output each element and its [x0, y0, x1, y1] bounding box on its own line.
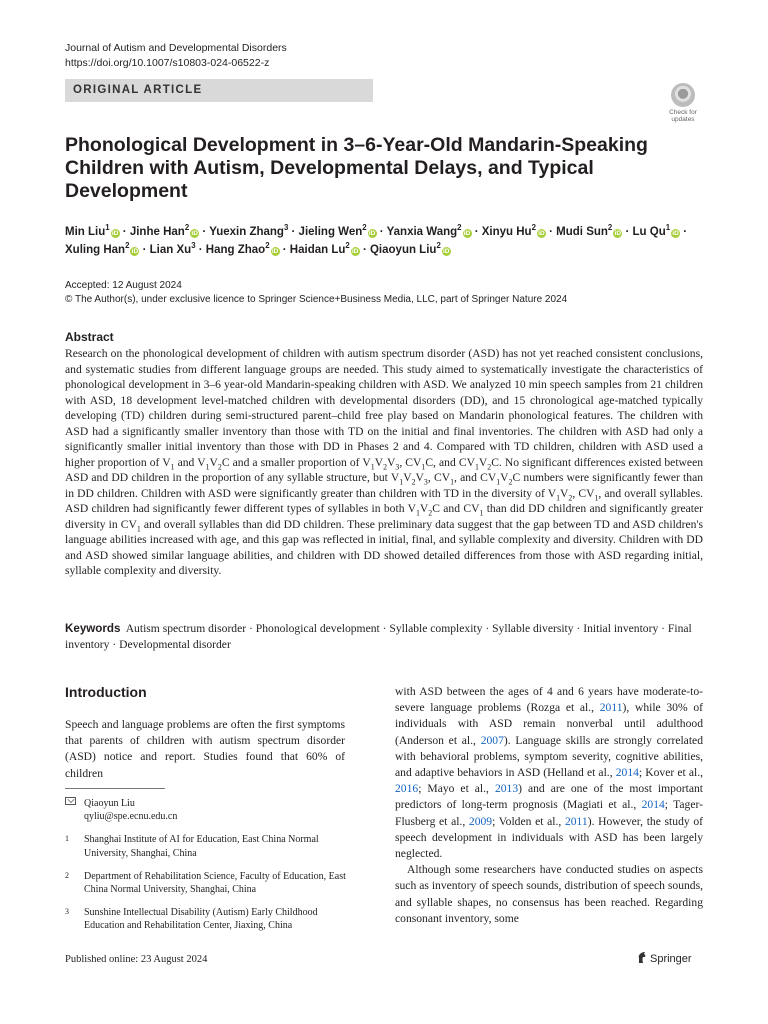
orcid-icon[interactable]: iD [368, 230, 376, 237]
intro-paragraph-2: Although some researchers have conducted studies on aspects such as inventory of speech sounds, distribution of speech sounds, and syllable shapes, no consensus has been reached. Regarding consonant inventory, some [395, 863, 703, 925]
publisher-logo [637, 951, 692, 967]
footnote-divider [65, 788, 165, 789]
orcid-icon[interactable]: iD [191, 230, 198, 237]
intro-left-paragraph: Speech and language problems are often the first symptoms that parents of children with autism spectrum disorder (ASD) notice and report. Studies found that 60% of children [65, 718, 345, 780]
author-name: Yuexin Zhang [209, 226, 284, 238]
author[interactable] [632, 223, 681, 238]
orcid-icon[interactable]: iD [352, 248, 359, 255]
keywords [65, 621, 703, 653]
author-affiliation-mark: 2 [265, 241, 270, 251]
orcid-icon[interactable]: iD [271, 248, 279, 255]
publisher-name: Springer [650, 953, 692, 965]
citation-link[interactable]: 2007 [480, 733, 504, 747]
citation-link[interactable]: 2011 [564, 814, 588, 828]
author[interactable] [129, 223, 199, 238]
corresponding-name: Qiaoyun Liu [84, 798, 135, 809]
affiliation [65, 906, 355, 932]
affiliation [65, 870, 355, 896]
author-name: Qiaoyun Liu [369, 244, 437, 256]
affiliation-list [65, 833, 355, 932]
mail-icon [65, 796, 76, 809]
affiliation-number: 2 [65, 870, 69, 880]
introduction-heading: Introduction [65, 684, 147, 700]
author-separator: · [471, 226, 482, 238]
author-name: Jieling Wen [298, 226, 363, 238]
author-name: Hang Zhao [205, 244, 266, 256]
author[interactable] [65, 223, 120, 238]
affiliation-number: 1 [65, 834, 69, 844]
accepted-date: Accepted: 12 August 2024 [65, 280, 182, 291]
journal-header [65, 41, 287, 71]
author-affiliation-mark: 2 [531, 223, 536, 233]
author[interactable] [386, 223, 472, 238]
citation-link[interactable]: 2014 [641, 798, 665, 812]
article-type-label: ORIGINAL ARTICLE [73, 84, 203, 96]
author[interactable] [298, 223, 377, 238]
copyright-notice: © The Author(s), under exclusive licence to Springer Science+Business Media, LLC, part of Springer Nature 2024 [65, 294, 568, 305]
abstract-text: Research on the phonological development of children with autism spectrum disorder (ASD) has not yet reached consistent conclusions, and systematic studies from different language groups are needed. This study aimed to systematically investigate the characteristics of phonological development in 3–6 year-old Mandarin-speaking children with ASD. We analyzed 10 min speech samples from 21 children with ASD, 18 development level-matched children with developmental disorders (DD), and 15 chronological age-matched typically developing (TD) children during semi-structured parent–child free play based on Mandarin phonological features. The children with ASD had a significantly smaller inventory than those with TD on the initial and final inventories. The children with ASD had only a significantly smaller initial inventory than those with DD in Phases 2 and 4. Compared with TD children, children with ASD used a higher proportion of $V_1$ and $V_1V_2C$ and a smaller proportion of $V_1V_2V_3$, $CV_1C$, and $CV_1V_2C$. No significant differences existed between ASD and DD children in the proportion of any syllable structure, but $V_1V_2V_3$, $CV_1$, and $CV_1V_2C$ numbers were significantly fewer than in DD children. Children with ASD were significantly greater than children with TD in the diversity of $V_1V_2$, $CV_1$, and overall syllables. ASD children had significantly fewer different types of syllables in both $V_1V_2C$ and $CV_1$ than did DD children and significantly greater diversity in $CV_1$ and overall syllables than did DD children. These preliminary data suggest that the gap between TD and ASD children's language abilities increased with age, and this gap was reflected in initial, final, and syllable complexity and diversity. Children with DD and ASD showed similar language abilities, and children with DD showed detailed differences from those with ASD regarding initial, syllable complexity and diversity. [65, 347, 704, 577]
author-affiliation-mark: 2 [436, 241, 441, 251]
author-separator: · [288, 226, 299, 238]
article-title: Phonological Development in 3–6-Year-Old Mandarin-Speaking Children with Autism, Developmental Delays, and Typical Development [65, 134, 648, 202]
author[interactable] [65, 241, 139, 256]
author-affiliation-mark: 3 [283, 223, 289, 233]
author-separator: · [279, 244, 290, 256]
affiliation [65, 833, 355, 859]
citation-link[interactable]: 2016 [395, 782, 419, 796]
author-separator: · [376, 226, 387, 238]
affiliation-text: Sunshine Intellectual Disability (Autism) Early Childhood Education and Rehabilitation Center, Jiaxing, China [84, 907, 318, 932]
author-name: Haidan Lu [289, 244, 346, 256]
author-separator: · [622, 226, 633, 238]
author-separator: · [199, 226, 210, 238]
author-separator: · [119, 226, 130, 238]
author-affiliation-mark: 2 [607, 223, 613, 233]
orcid-icon[interactable]: iD [538, 230, 545, 237]
affiliation-number: 3 [65, 907, 69, 917]
author-separator: · [680, 226, 688, 238]
author[interactable] [205, 241, 280, 256]
author-affiliation-mark: 2 [125, 241, 130, 251]
author[interactable] [556, 223, 622, 238]
author-affiliation-mark: 1 [105, 223, 110, 233]
keywords-text: Autism spectrum disorder · Phonological development · Syllable complexity · Syllable diversity · Initial inventory · Final inventory · Developmental disorder [65, 622, 692, 651]
abstract-heading: Abstract [65, 330, 114, 344]
affiliation-text: Department of Rehabilitation Science, Faculty of Education, East China Normal University, Shanghai, China [84, 870, 346, 896]
author[interactable] [209, 223, 289, 238]
journal-name: Journal of Autism and Developmental Disorders [65, 42, 287, 54]
orcid-icon[interactable]: iD [131, 248, 139, 255]
author-affiliation-mark: 1 [665, 223, 671, 233]
author[interactable] [481, 223, 546, 238]
doi-link[interactable]: https://doi.org/10.1007/s10803-024-06522-z [65, 57, 270, 69]
corresponding-author [65, 797, 355, 823]
check-updates-icon [671, 83, 695, 107]
author-affiliation-mark: 2 [362, 223, 367, 233]
author-separator: · [139, 244, 150, 256]
article-dates [65, 279, 567, 307]
check-updates-label: Check for updates [669, 109, 697, 123]
author-affiliation-mark: 2 [345, 241, 350, 251]
published-date: Published online: 23 August 2024 [65, 954, 208, 965]
author[interactable] [289, 241, 360, 256]
corresponding-email[interactable]: qyliu@spe.ecnu.edu.cn [84, 811, 178, 823]
author-name: Yanxia Wang [386, 226, 458, 238]
author-separator: · [195, 244, 206, 256]
author-separator: · [545, 226, 557, 238]
author-affiliation-mark: 2 [457, 223, 462, 233]
orcid-icon[interactable]: iD [463, 230, 471, 237]
author-separator: · [359, 244, 370, 256]
author-affiliation-mark: 2 [184, 223, 190, 233]
author-affiliation-mark: 3 [191, 241, 196, 251]
citation-link[interactable]: 2013 [494, 782, 519, 796]
orcid-icon[interactable]: iD [614, 230, 622, 237]
author-name: Mudi Sun [556, 226, 608, 238]
citation-link[interactable]: 2011 [599, 701, 623, 715]
footnotes [65, 797, 355, 943]
article-type-banner [65, 79, 373, 102]
orcid-icon[interactable]: iD [111, 230, 119, 237]
citation-link[interactable]: 2009 [468, 814, 493, 828]
author-name: Xinyu Hu [481, 226, 532, 238]
author-name: Jinhe Han [129, 226, 185, 238]
orcid-icon[interactable]: iD [443, 248, 450, 255]
citation-link[interactable]: 2014 [615, 766, 639, 780]
intro-paragraph-1: with ASD between the ages of 4 and 6 years have moderate-to-severe language problems (Rozga et al., 2011), while 30% of individuals with ASD remain nonverbal until adulthood (Anderson et al., 2007). Language skills are strongly correlated with behavioral problems, symptom severity, cognitive abilities, and adaptive behaviors in ASD (Helland et al., 2014; Kover et al., 2016; Mayo et al., 2013) and are one of the most important predictors of long-term prognosis (Magiati et al., 2014; Tager-Flusberg et al., 2009; Volden et al., 2011). However, the study of speech development in individuals with ASD has been largely neglected. [395, 685, 703, 861]
author-name: Lu Qu [632, 226, 666, 238]
affiliation-text: Shanghai Institute of AI for Education, East China Normal University, Shanghai, China [84, 834, 319, 859]
author-name: Xuling Han [65, 244, 126, 256]
author[interactable] [149, 241, 196, 256]
orcid-icon[interactable]: iD [672, 230, 679, 237]
check-for-updates-button[interactable] [663, 83, 703, 123]
author-name: Min Liu [65, 226, 106, 238]
keywords-label: Keywords [65, 622, 121, 635]
author-name: Lian Xu [149, 244, 192, 256]
author[interactable] [369, 241, 451, 256]
springer-horse-icon [637, 951, 647, 964]
author-list [65, 223, 705, 259]
intro-right-column [395, 684, 703, 927]
